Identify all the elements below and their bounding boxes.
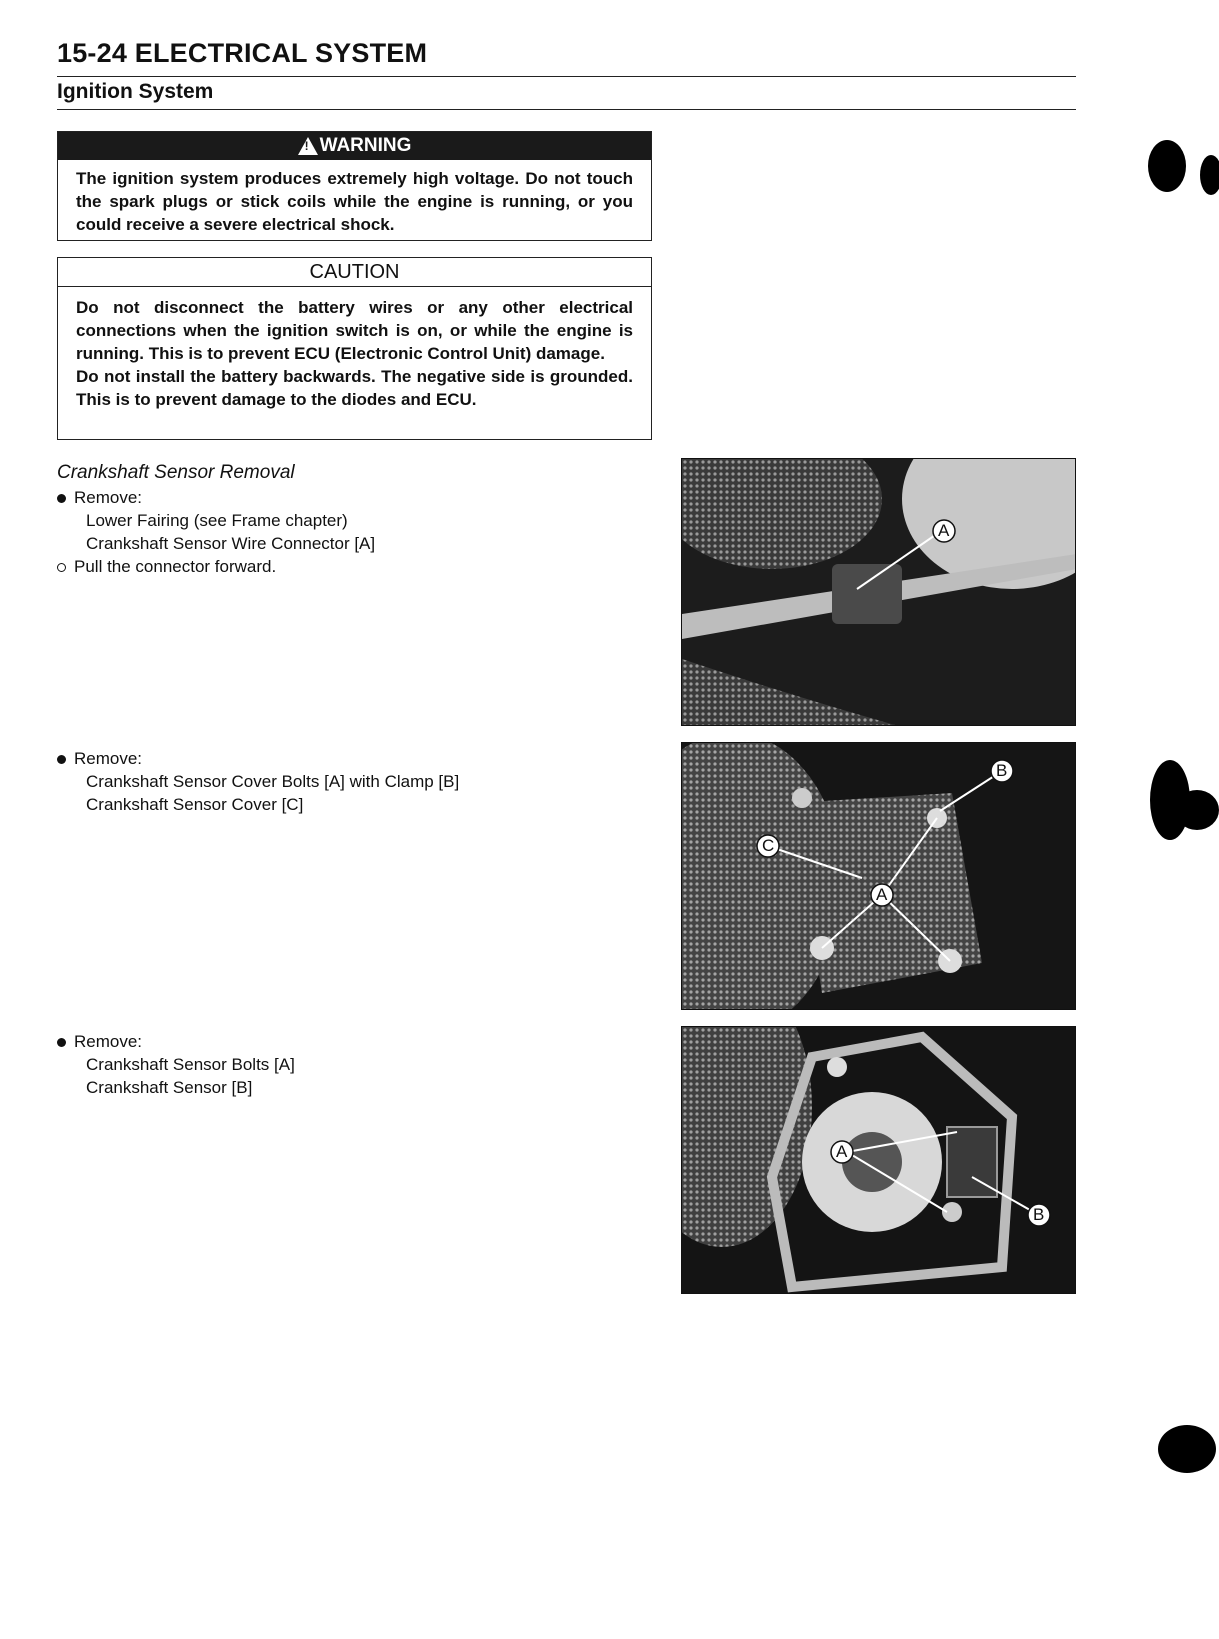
step3-bullet: Remove: [57, 1030, 142, 1053]
section-title: Ignition System [57, 80, 214, 103]
punch-hole-mark [1200, 155, 1219, 195]
bullet-icon [57, 1038, 66, 1047]
warning-label: WARNING [319, 135, 412, 156]
bullet-icon [57, 755, 66, 764]
procedure-title: Crankshaft Sensor Removal [57, 462, 295, 483]
caution-body [58, 287, 651, 419]
photo1-label-a: A [938, 521, 950, 540]
punch-hole-mark [1175, 790, 1219, 830]
punch-hole-mark [1158, 1425, 1216, 1473]
photo2-label-b: B [996, 761, 1008, 780]
warning-triangle-icon [298, 137, 318, 155]
hollow-bullet-icon [57, 563, 66, 572]
header-rule [57, 76, 1076, 77]
warning-box [57, 131, 652, 241]
photo-connector [681, 458, 1076, 726]
photo3-label-a: A [836, 1142, 848, 1161]
caution-paragraph-1: Do not disconnect the battery wires or any other electrical connections when the ignition switch is on, or while the engine is running. This is to prevent ECU (Electronic Control Unit) damage. [76, 298, 633, 363]
step3-item-2: Crankshaft Sensor [B] [86, 1078, 253, 1097]
caution-label: CAUTION [309, 260, 400, 283]
step1-item-1: Lower Fairing (see Frame chapter) [86, 511, 348, 530]
step3-item-1: Crankshaft Sensor Bolts [A] [86, 1055, 295, 1074]
caution-header [58, 258, 651, 287]
step1-item-2: Crankshaft Sensor Wire Connector [A] [86, 534, 376, 553]
photo3-label-b: B [1033, 1205, 1045, 1224]
step1-note: Pull the connector forward. [57, 555, 276, 578]
photo2-label-a: A [876, 885, 888, 904]
punch-hole-mark [1148, 140, 1186, 192]
section-rule [57, 109, 1076, 110]
photo-sensor [681, 1026, 1076, 1294]
step2-item-1: Crankshaft Sensor Cover Bolts [A] with Clamp [B] [86, 772, 460, 791]
photo-sensor-cover [681, 742, 1076, 1010]
warning-header [58, 132, 651, 160]
warning-text: The ignition system produces extremely high voltage. Do not touch the spark plugs or stick coils while the engine is running, or you could receive a severe electrical shock. [76, 169, 633, 234]
caution-paragraph-2: Do not install the battery backwards. The negative side is grounded. This is to prevent damage to the diodes and ECU. [76, 367, 633, 409]
step2-bullet: Remove: [57, 747, 142, 770]
step1-bullet: Remove: [57, 486, 142, 509]
bullet-icon [57, 494, 66, 503]
caution-box [57, 257, 652, 440]
step2-item-2: Crankshaft Sensor Cover [C] [86, 795, 304, 814]
photo2-label-c: C [762, 836, 775, 855]
page-title: 15-24 ELECTRICAL SYSTEM [57, 38, 428, 68]
